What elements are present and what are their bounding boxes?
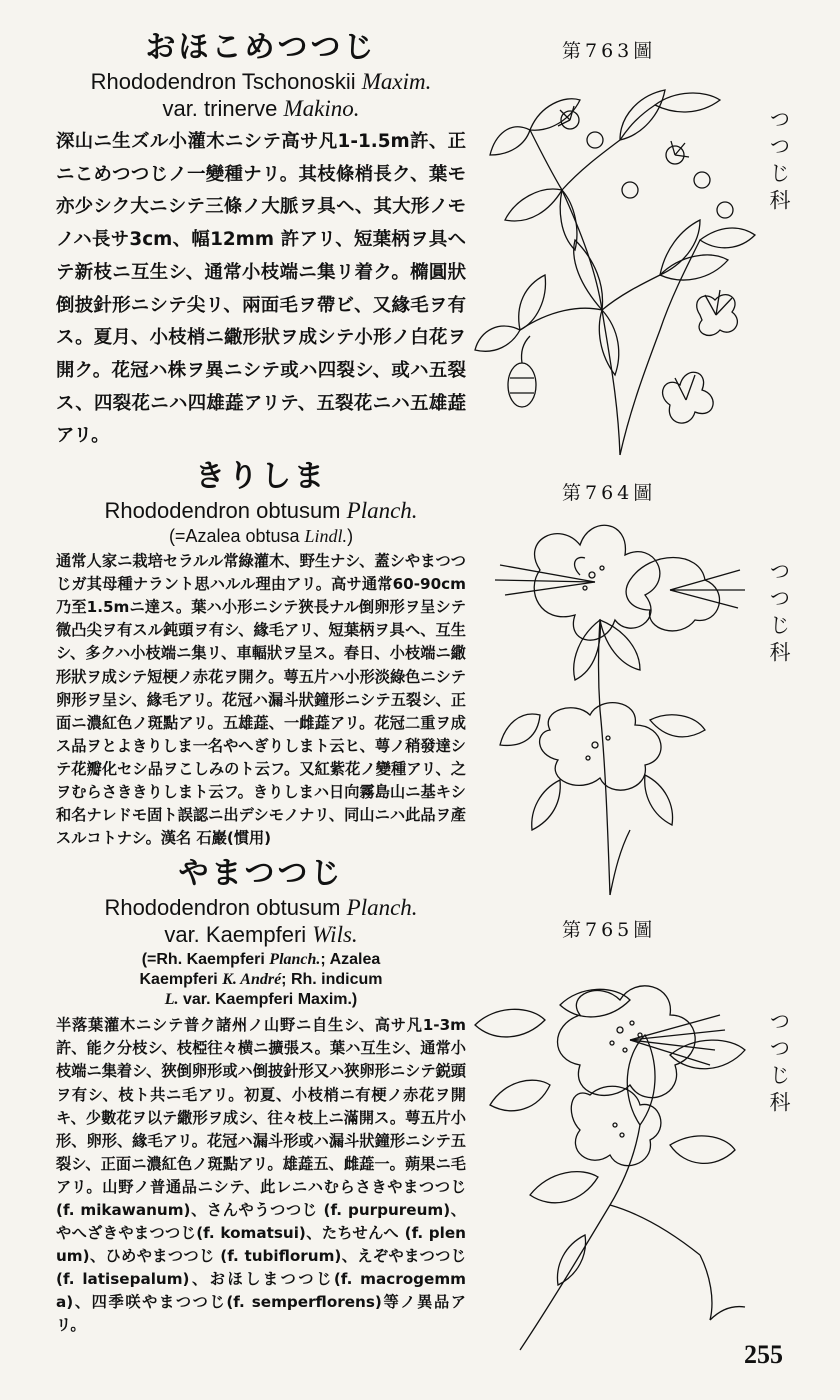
scientific-name: Rhododendron obtusum: [104, 895, 341, 921]
entry-description: 深山ニ生ズル小灌木ニシテ高サ凡1-1.5m許、正ニこめつつじノ一變種ナリ。其枝條梢長ク、葉モ亦少シク大ニシテ三條ノ大脈ヲ具ヘ、其大形ノモノハ長サ3cm、幅12mm 許アリ、短葉柄ヲ具ヘテ新枝ニ互生シ、通常小枝端ニ集リ着ク。橢圓狀倒披針形ニシテ尖リ、兩面毛ヲ帶ビ、又緣毛ヲ有ス。夏月、小枝梢ニ繖形狀ヲ成シテ小形ノ白花ヲ開ク。花冠ハ株ヲ異ニシテ或ハ四裂シ、或ハ五裂ス、四裂花ニハ四雄蕋アリテ、五裂花ニハ五雄蕋アリ。: [56, 131, 466, 447]
synonym-tail: ; Azalea: [320, 951, 381, 969]
figure-label-764: 第764圖: [562, 482, 657, 504]
page-number: 255: [744, 1340, 783, 1369]
entry-description: 半落葉灌木ニシテ普ク諸州ノ山野ニ自生シ、高サ凡1-3m 許、能ク分枝シ、枝椏往々横ニ擴張ス。葉ハ互生シ、通常小枝端ニ集着シ、狹倒卵形或ハ倒披針形又ハ狹卵形ニシテ鋭頭ヲ有シ、枝ト共ニ毛アリ。初夏、小枝梢ニ有梗ノ赤花ヲ開キ、少數花ヲ以テ繖形ヲ成シ、往々枝上ニ滿開ス。萼五片小形、卵形、緣毛アリ。花冠ハ漏斗形或ハ漏斗狀鐘形ニシテ五裂シ、正面ニ濃紅色ノ斑點アリ。雄蕋五、雌蕋一。蒴果ニ毛アリ。山野ノ普通品ニシテ、此レニハむらさきやまつつじ (f. mikawanum)、さんやうつつじ (f. purpureum)、やへざきやまつつじ(f. komatsui)、たちせんへ (f. plenum)、ひめやまつつじ (f. tubiflorum)、えぞやまつつじ(f. latisepalum)、おほしまつつじ(f. macrogemma)、四季咲やまつつじ(f. semperflorens)等ノ異品アリ。: [56, 1016, 466, 1335]
family-label-763: つつじ科: [767, 108, 791, 216]
entry-japanese-name: おほこめつつじ: [145, 30, 377, 65]
synonym-line: [56, 970, 466, 990]
scientific-name: var. trinerve: [162, 96, 278, 121]
scientific-author: Makino.: [283, 96, 360, 121]
figure-label-765: 第765圖: [562, 919, 657, 941]
synonym-tail: ): [347, 526, 354, 547]
text-column: [56, 28, 466, 1342]
scientific-name-line: [56, 497, 466, 524]
synonym-line: [56, 950, 466, 970]
scientific-name: var. Kaempferi: [164, 922, 307, 948]
figure-label-763: 第763圖: [562, 40, 657, 62]
illustration-765-flowering-branch: [470, 955, 760, 1355]
scientific-name: Rhododendron Tschonoskii: [90, 69, 356, 94]
synonym-author: Planch.: [269, 951, 321, 969]
scientific-name: Rhododendron obtusum: [104, 498, 341, 524]
synonym-name: Kaempferi: [139, 971, 218, 989]
synonym-author: K. André: [222, 971, 282, 989]
entry-yama-tsutsuji: [56, 854, 466, 1337]
scientific-name-line: [56, 68, 466, 95]
synonym-line: [56, 526, 466, 546]
entry-japanese-name: きりしま: [195, 459, 327, 495]
illustration-764-flowering-branch: [480, 510, 760, 900]
entry-japanese-name: やまつつじ: [178, 856, 344, 892]
synonym-name: (=Rh. Kaempferi: [141, 951, 265, 969]
synonym-author: Lindl.: [304, 526, 348, 547]
scientific-name-line: [56, 921, 466, 948]
family-label-765: つつじ科: [767, 1010, 791, 1118]
scientific-name-line: [56, 894, 466, 921]
scientific-name-line: [56, 95, 466, 122]
entry-ohokome-tsutsuji: [56, 28, 466, 453]
synonym-line: [56, 990, 466, 1010]
entry-kirishima: [56, 457, 466, 850]
synonym-author: L.: [164, 991, 179, 1009]
synonym-tail: var. Kaempferi Maxim.): [178, 991, 358, 1009]
synonym-tail: ; Rh. indicum: [281, 971, 383, 989]
family-label-764: つつじ科: [767, 560, 791, 668]
synonym-name: (=Azalea obtusa: [168, 526, 300, 547]
scientific-author: Maxim.: [361, 69, 432, 94]
scientific-author: Wils.: [312, 922, 358, 948]
scientific-author: Planch.: [346, 498, 418, 524]
entry-description: 通常人家ニ栽培セラルル常綠灌木、野生ナシ、蓋シやまつつじガ其母種ナラント思ハルル理由アリ。高サ通常60-90cm 乃至1.5mニ達ス。葉ハ小形ニシテ狹長ナル倒卵形ヲ呈シテ微凸尖ヲ有スル鈍頭ヲ有シ、緣毛アリ、短葉柄ヲ具ヘ、互生シ、多クハ小枝端ニ集リ、車輻狀ヲ呈ス。春日、小枝端ニ繖形狀ヲ成シテ短梗ノ赤花ヲ開ク。萼五片ハ小形淡綠色ニシテ卵形ヲ呈シ、緣毛アリ。花冠ハ漏斗狀鐘形ニシテ五裂シ、正面ニ濃紅色ノ斑點アリ。五雄蕋、一雌蕋アリ。花冠二重ヲ成ス品ヲとよきりしま一名やへぎりしまト云ヒ、萼ノ稍發達シテ花瓣化セシ品ヲこしみのト云フ。又紅紫花ノ變種アリ、之ヲむらさききりしまト云フ。きりしまハ日向霧島山ニ基キシ和名ナレドモ固ト誤認ニ出デシモノナリ、同山ニハ此品ヲ產スルコトナシ。漢名 石巖(慣用): [56, 552, 466, 848]
scientific-author: Planch.: [346, 895, 418, 921]
illustration-763-shrub-branch: [470, 60, 760, 460]
